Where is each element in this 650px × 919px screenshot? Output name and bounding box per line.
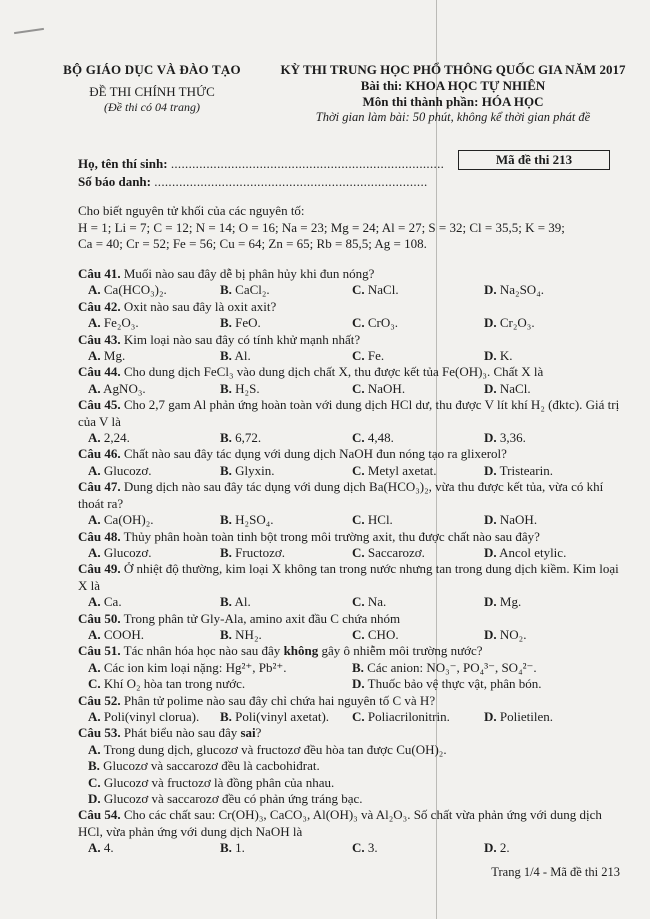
official-label: ĐỀ THI CHÍNH THỨC xyxy=(89,84,215,99)
exam-component: Môn thi thành phần: HÓA HỌC xyxy=(362,94,544,109)
option-c[interactable]: C. Saccarozơ. xyxy=(352,544,425,560)
question-number: Câu 43. xyxy=(78,331,121,347)
option-d[interactable]: D. NO₂. xyxy=(484,626,527,642)
option-b[interactable]: B. H₂SO₄. xyxy=(220,512,274,528)
question-text: Phát biểu nào sau đây xyxy=(120,725,241,741)
options-46 xyxy=(78,463,623,479)
question-text: Tác nhân hóa học nào sau đây xyxy=(120,643,284,659)
options-43 xyxy=(78,348,623,364)
option-a[interactable]: A. COOH. xyxy=(88,626,144,642)
option-d[interactable]: D. Na₂SO₄. xyxy=(484,282,544,298)
question-emphasis: sai xyxy=(240,725,256,741)
option-c[interactable]: C. Poliacrilonitrin. xyxy=(352,708,450,724)
question-number: Câu 47. xyxy=(78,479,121,495)
question-53 xyxy=(78,725,623,741)
question-50 xyxy=(78,611,623,627)
option-a[interactable]: A. Ca(OH)₂. xyxy=(88,512,154,528)
option-b[interactable]: B. Al. xyxy=(220,594,251,610)
question-45 xyxy=(78,397,623,430)
option-c[interactable]: C. NaCl. xyxy=(352,282,399,298)
option-b[interactable]: B. Glyxin. xyxy=(220,462,275,478)
question-text-end: ? xyxy=(255,725,262,741)
option-b[interactable]: B. Fructozơ. xyxy=(220,544,286,560)
question-text: Cho 2,7 gam Al phản ứng hoàn toàn với dung dịch HCl dư, thu được V lít khí H₂ (đktc). Giá trị của V là xyxy=(78,397,620,429)
ministry-name: BỘ GIÁO DỤC VÀ ĐÀO TẠO xyxy=(63,62,241,77)
question-51 xyxy=(78,643,623,659)
exam-subject: Bài thi: KHOA HỌC TỰ NHIÊN xyxy=(360,78,546,93)
option-c[interactable]: C. HCl. xyxy=(352,512,393,528)
option-c[interactable]: C. 4,48. xyxy=(352,430,394,446)
options-41 xyxy=(78,282,623,298)
option-d[interactable]: D. NaOH. xyxy=(484,512,538,528)
id-label: Số báo danh: xyxy=(78,174,151,189)
name-dots: ............................................................................. xyxy=(170,156,445,171)
options-47 xyxy=(78,512,623,528)
option-a[interactable]: A. Các ion kim loại nặng: Hg²⁺, Pb²⁺. xyxy=(88,659,287,675)
options-44 xyxy=(78,381,623,397)
question-42 xyxy=(78,299,623,315)
option-a[interactable]: A. Glucozơ. xyxy=(88,462,152,478)
question-52 xyxy=(78,693,623,709)
options-48 xyxy=(78,545,623,561)
option-b[interactable]: B. FeO. xyxy=(220,315,261,331)
option-c[interactable]: C. CHO. xyxy=(352,626,399,642)
id-dots: ............................................................................. xyxy=(154,174,428,189)
option-d[interactable]: D. K. xyxy=(484,348,513,364)
question-number: Câu 50. xyxy=(78,610,121,626)
option-c[interactable]: C. Glucozơ và fructozơ là đồng phân của nhau. xyxy=(88,774,335,790)
option-d[interactable]: D. 3,36. xyxy=(484,430,526,446)
question-54 xyxy=(78,807,623,840)
question-text: Thủy phân hoàn toàn tinh bột trong môi trường axit, thu được chất nào sau đây? xyxy=(120,528,540,544)
option-b[interactable]: B. H₂S. xyxy=(220,380,260,396)
option-a[interactable]: A. Fe₂O₃. xyxy=(88,315,139,331)
option-d[interactable]: D. Thuốc bảo vệ thực vật, phân bón. xyxy=(352,676,542,692)
option-a[interactable]: A. Ca(HCO₃)₂. xyxy=(88,282,167,298)
question-text: Cho các chất sau: Cr(OH)₃, CaCO₃, Al(OH)₃ và Al₂O₃. Số chất vừa phản ứng với dung dịch HCl, vừa phản ứng với dung dịch NaOH là xyxy=(78,807,602,839)
option-c[interactable]: C. Metyl axetat. xyxy=(352,462,437,478)
option-d[interactable]: D. Tristearin. xyxy=(484,462,553,478)
option-d[interactable]: D. Ancol etylic. xyxy=(484,544,567,560)
question-44 xyxy=(78,364,623,380)
question-list xyxy=(78,266,623,857)
question-number: Câu 45. xyxy=(78,397,121,413)
header-right xyxy=(268,62,638,125)
option-a[interactable]: A. Poli(vinyl clorua). xyxy=(88,708,200,724)
options-49 xyxy=(78,594,623,610)
question-number: Câu 53. xyxy=(78,725,121,741)
option-c[interactable]: C. Fe. xyxy=(352,348,385,364)
option-a[interactable]: A. Mg. xyxy=(88,348,126,364)
atomic-line-2: Ca = 40; Cr = 52; Fe = 56; Cu = 64; Zn = 65; Rb = 85,5; Ag = 108. xyxy=(78,236,427,251)
question-text: Dung dịch nào sau đây tác dụng với dung dịch Ba(HCO₃)₂, vừa thu được kết tủa, vừa có khí thoát ra? xyxy=(78,479,604,511)
option-c[interactable]: C. CrO₃. xyxy=(352,315,399,331)
option-a[interactable]: A. 4. xyxy=(88,840,114,856)
question-text: Oxit nào sau đây là oxit axit? xyxy=(120,298,277,314)
option-b[interactable]: B. 1. xyxy=(220,840,245,856)
question-text: Phân tử polime nào sau đây chỉ chứa hai nguyên tố C và H? xyxy=(120,692,436,708)
question-text-end: gây ô nhiễm môi trường nước? xyxy=(318,643,483,659)
option-b[interactable]: B. NH₂. xyxy=(220,626,262,642)
option-a[interactable]: A. Glucozơ. xyxy=(88,544,152,560)
question-number: Câu 49. xyxy=(78,561,121,577)
question-number: Câu 51. xyxy=(78,643,121,659)
question-text: Ở nhiệt độ thường, kim loại X không tan trong nước nhưng tan trong dung dịch kiềm. Kim loại X là xyxy=(78,561,619,593)
options-51-row2 xyxy=(78,676,623,692)
question-48 xyxy=(78,529,623,545)
option-c[interactable]: C. Na. xyxy=(352,594,387,610)
question-number: Câu 54. xyxy=(78,807,121,823)
question-47 xyxy=(78,479,623,512)
question-number: Câu 46. xyxy=(78,446,121,462)
options-51-row1 xyxy=(78,660,623,676)
question-text: Muối nào sau đây dễ bị phân hủy khi đun nóng? xyxy=(120,266,375,281)
option-c[interactable]: C. NaOH. xyxy=(352,380,406,396)
option-c[interactable]: C. 3. xyxy=(352,840,378,856)
question-41 xyxy=(78,266,623,282)
question-49 xyxy=(78,561,623,594)
option-b[interactable]: B. CaCl₂. xyxy=(220,282,270,298)
question-43 xyxy=(78,332,623,348)
atomic-masses xyxy=(78,203,623,253)
page-footer: Trang 1/4 - Mã đề thi 213 xyxy=(491,865,620,879)
question-number: Câu 48. xyxy=(78,528,121,544)
question-number: Câu 41. xyxy=(78,266,121,281)
question-number: Câu 52. xyxy=(78,692,121,708)
option-d[interactable]: D. Glucozơ và saccarozơ đều có phản ứng tráng bạc. xyxy=(88,791,363,806)
atomic-intro: Cho biết nguyên tử khối của các nguyên tố: xyxy=(78,203,305,218)
page-count-note: (Đề thi có 04 trang) xyxy=(104,100,200,114)
question-text: Cho dung dịch FeCl₃ vào dung dịch chất X, thu được kết tủa Fe(OH)₃. Chất X là xyxy=(120,364,544,380)
question-text: Trong phân tử Gly-Ala, amino axit đầu C chứa nhóm xyxy=(120,610,401,626)
options-53 xyxy=(78,742,623,808)
options-45 xyxy=(78,430,623,446)
option-b[interactable]: B. Poli(vinyl axetat). xyxy=(220,708,330,724)
option-c[interactable]: C. Khí O₂ hòa tan trong nước. xyxy=(88,676,246,692)
simple-questions xyxy=(78,266,623,643)
option-a[interactable]: A. AgNO₃. xyxy=(88,380,146,396)
question-number: Câu 44. xyxy=(78,364,121,380)
options-50 xyxy=(78,627,623,643)
option-a[interactable]: A. 2,24. xyxy=(88,430,130,446)
option-d[interactable]: D. Cr₂O₃. xyxy=(484,315,535,331)
exam-title: KỲ THI TRUNG HỌC PHỔ THÔNG QUỐC GIA NĂM 2017 xyxy=(280,62,626,77)
question-46 xyxy=(78,446,623,462)
option-d[interactable]: D. Mg. xyxy=(484,594,522,610)
exam-code-box: Mã đề thi 213 xyxy=(458,150,610,170)
option-b[interactable]: B. Glucozơ và saccarozơ đều là cacbohiđrat. xyxy=(88,758,320,774)
options-42 xyxy=(78,315,623,331)
atomic-line-1: H = 1; Li = 7; C = 12; N = 14; O = 16; Na = 23; Mg = 24; Al = 27; S = 32; Cl = 35,5; K = 39; xyxy=(78,219,565,235)
pen-mark xyxy=(14,28,44,34)
option-d[interactable]: D. Polietilen. xyxy=(484,708,553,724)
exam-time: Thời gian làm bài: 50 phút, không kể thời gian phát đề xyxy=(315,110,591,124)
options-52 xyxy=(78,709,623,725)
option-a[interactable]: A. Ca. xyxy=(88,594,122,610)
option-b[interactable]: B. Các anion: NO₃⁻, PO₄³⁻, SO₄²⁻. xyxy=(352,659,537,675)
question-text: Chất nào sau đây tác dụng với dung dịch NaOH đun nóng tạo ra glixerol? xyxy=(120,446,507,462)
question-number: Câu 42. xyxy=(78,298,121,314)
question-text: Kim loại nào sau đây có tính khử mạnh nhất? xyxy=(120,331,361,347)
option-d[interactable]: D. 2. xyxy=(484,840,510,856)
question-emphasis: không xyxy=(283,643,319,659)
options-54 xyxy=(78,840,623,856)
header-left xyxy=(52,62,252,115)
name-label: Họ, tên thí sinh: xyxy=(78,156,168,171)
option-b[interactable]: B. Al. xyxy=(220,348,251,364)
option-b[interactable]: B. 6,72. xyxy=(220,430,262,446)
option-a[interactable]: A. Trong dung dịch, glucozơ và fructozơ đều hòa tan được Cu(OH)₂. xyxy=(88,741,447,757)
option-d[interactable]: D. NaCl. xyxy=(484,380,531,396)
candidate-fields xyxy=(78,156,444,192)
